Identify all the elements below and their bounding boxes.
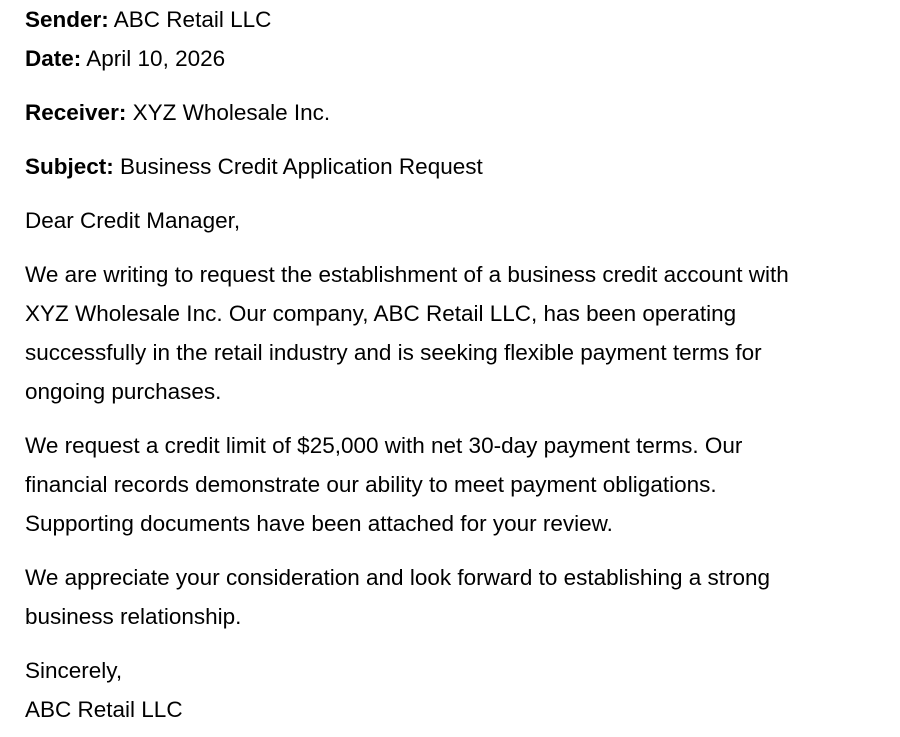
- body-paragraph-3: [25, 558, 893, 636]
- paragraph-line: successfully in the retail industry and is seeking flexible payment terms for: [25, 340, 762, 365]
- paragraph-line: financial records demonstrate our ability to meet payment obligations.: [25, 472, 717, 497]
- date-value: April 10, 2026: [86, 46, 226, 71]
- subject-line: [25, 147, 893, 186]
- body-paragraph-1: [25, 255, 893, 411]
- paragraph-line: business relationship.: [25, 604, 242, 629]
- paragraph-line: ongoing purchases.: [25, 379, 222, 404]
- paragraph-line: Supporting documents have been attached for your review.: [25, 511, 613, 536]
- sender-label: Sender:: [25, 7, 109, 32]
- paragraph-line: XYZ Wholesale Inc. Our company, ABC Retail LLC, has been operating: [25, 301, 737, 326]
- closing: Sincerely,: [25, 658, 123, 683]
- body-paragraph-2: [25, 426, 893, 543]
- signature: ABC Retail LLC: [25, 697, 183, 722]
- letter-document: [25, 0, 893, 729]
- subject-label: Subject:: [25, 154, 114, 179]
- date-label: Date:: [25, 46, 82, 71]
- paragraph-line: We are writing to request the establishment of a business credit account with: [25, 262, 789, 287]
- paragraph-line: We request a credit limit of $25,000 with net 30-day payment terms. Our: [25, 433, 743, 458]
- subject-value: Business Credit Application Request: [120, 154, 483, 179]
- receiver-label: Receiver:: [25, 100, 127, 125]
- closing-block: [25, 651, 893, 729]
- salutation: Dear Credit Manager,: [25, 208, 241, 233]
- sender-line: [25, 0, 893, 39]
- receiver-line: [25, 93, 893, 132]
- paragraph-line: We appreciate your consideration and look forward to establishing a strong: [25, 565, 771, 590]
- date-line: [25, 39, 893, 78]
- sender-value: ABC Retail LLC: [113, 7, 272, 32]
- receiver-value: XYZ Wholesale Inc.: [132, 100, 331, 125]
